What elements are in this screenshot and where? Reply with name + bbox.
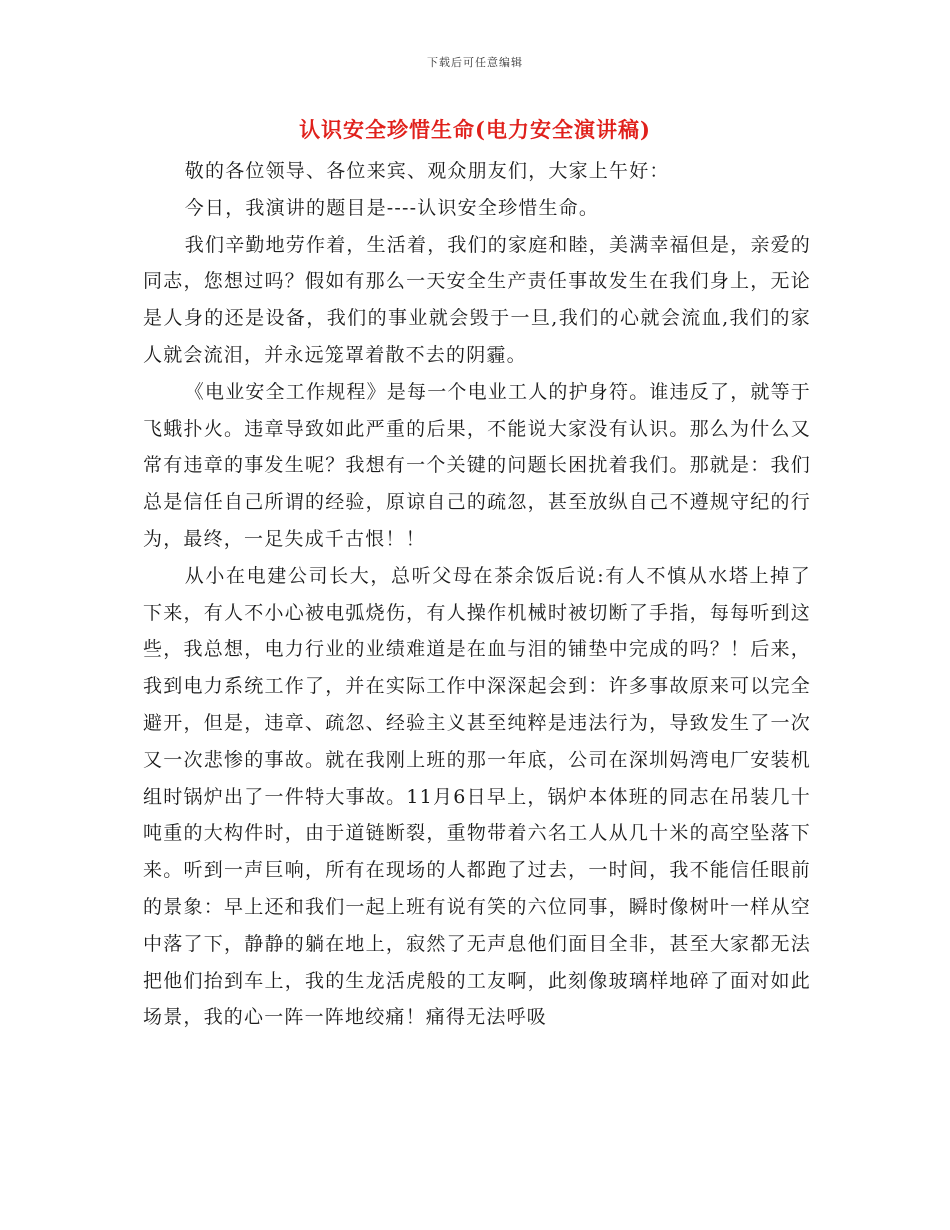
paragraph-regulations: 《电业安全工作规程》是每一个电业工人的护身符。谁违反了，就等于飞蛾扑火。违章导致如此严重的后果，不能说大家没有认识。那么为什么又常有违章的事发生呢？我想有一个关键的问题长困扰着我们。那就是：我们总是信任自己所谓的经验，原谅自己的疏忽，甚至放纵自己不遵规守纪的行为，最终，一足失成千古恨！！ [143,380,811,550]
paragraph-accident-story: 从小在电建公司长大，总听父母在茶余饭后说:有人不慎从水塔上掉了下来，有人不小心被电弧烧伤，有人操作机械时被切断了手指，每每听到这些，我总想，电力行业的业绩难道是在血与泪的铺垫中完成的吗？！后来，我到电力系统工作了，并在实际工作中深深起会到：许多事故原来可以完全避开，但是，违章、疏忽、经验主义甚至纯粹是违法行为，导致发生了一次又一次悲惨的事故。就在我刚上班的那一年底，公司在深圳妈湾电厂安装机组时锅炉出了一件特大事故。11月6日早上，锅炉本体班的同志在吊装几十吨重的大构件时，由于道链断裂，重物带着六名工人从几十米的高空坠落下来。听到一声巨响，所有在现场的人都跑了过去，一时间，我不能信任眼前的景象：早上还和我们一起上班有说有笑的六位同事，瞬时像树叶一样从空中落了下，静静的躺在地上，寂然了无声息他们面目全非，甚至大家都无法把他们抬到车上，我的生龙活虎般的工友啊，此刻像玻璃样地碎了面对如此场景，我的心一阵一阵地绞痛！痛得无法呼吸 [143,564,811,1029]
page-header-note: 下载后可任意编辑 [427,56,523,69]
paragraph-greeting: 敬的各位领导、各位来宾、观众朋友们，大家上午好： [184,160,670,182]
paragraph-topic: 今日，我演讲的题目是----认识安全珍惜生命。 [184,196,600,219]
document-title: 认识安全珍惜生命(电力安全演讲稿) [299,117,651,142]
document-body [143,153,811,1036]
paragraph-family: 我们辛勤地劳作着，生活着，我们的家庭和睦，美满幸福但是，亲爱的同志，您想过吗？假如有那么一天安全生产责任事故发生在我们身上，无论是人身的还是设备，我们的事业就会毁于一旦,我们的心就会流血,我们的家人就会流泪，并永远笼罩着散不去的阴霾。 [143,233,811,366]
